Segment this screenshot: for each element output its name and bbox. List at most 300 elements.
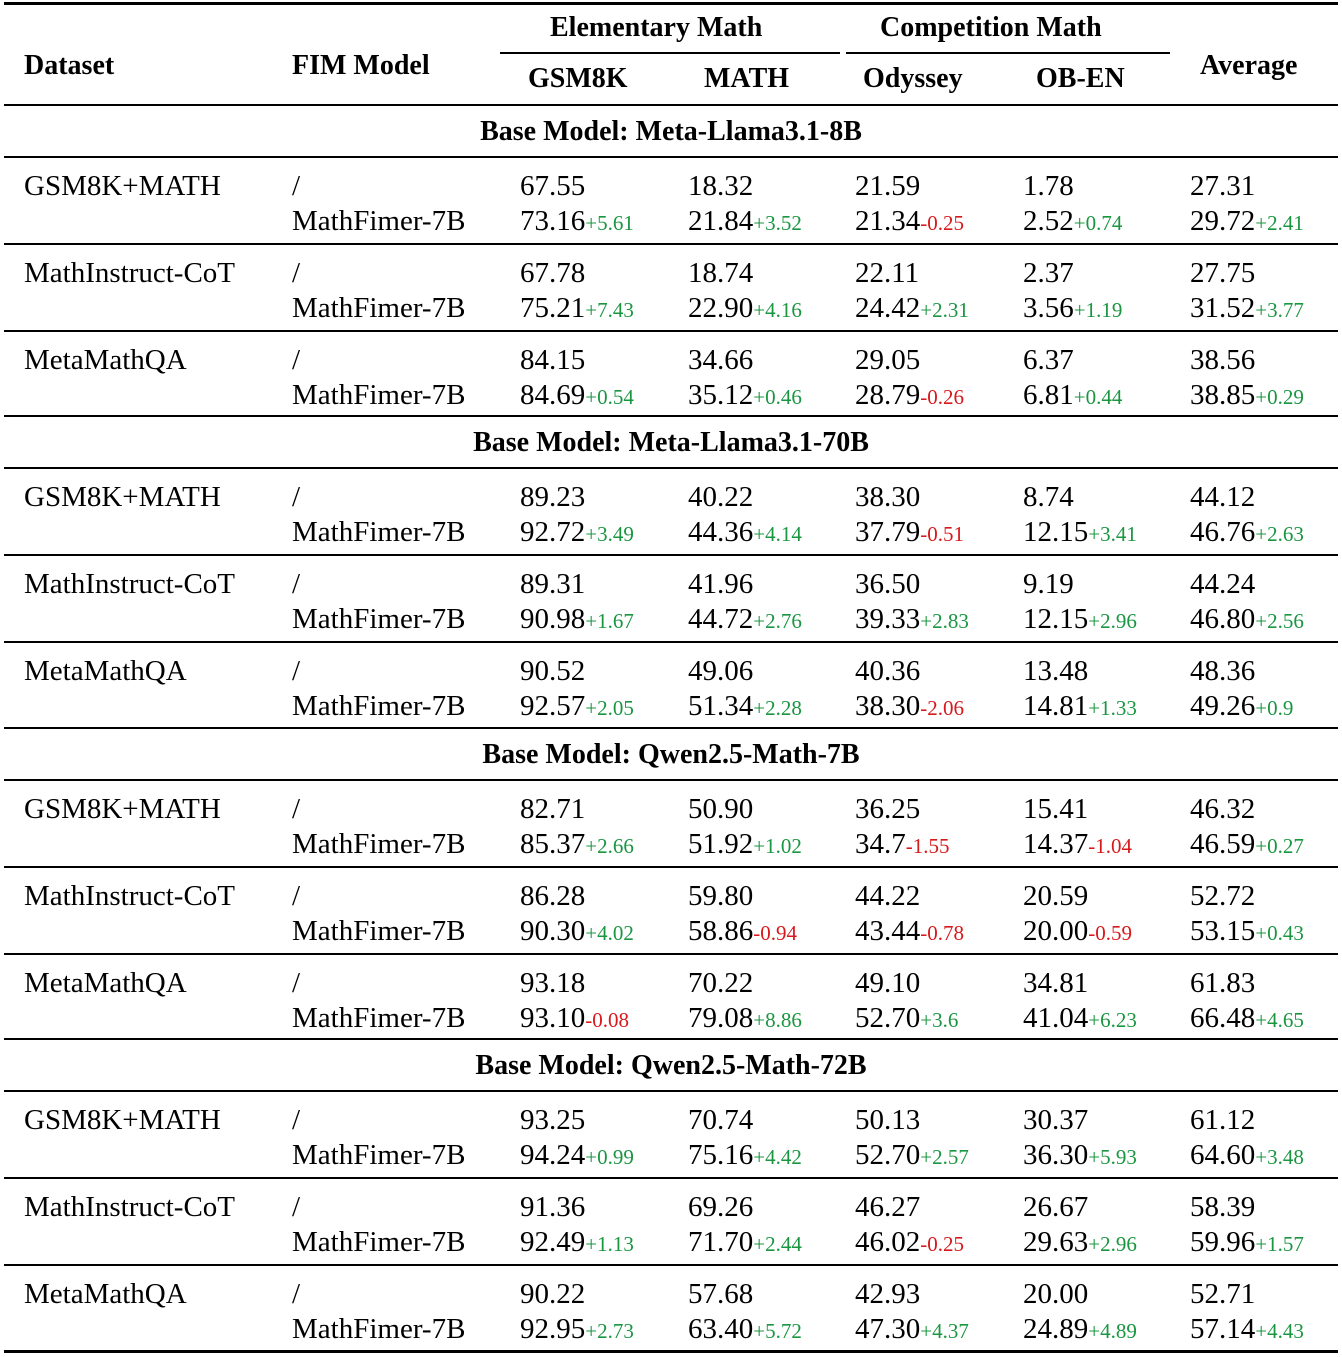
base-score-ob-en: 26.67 <box>1023 1191 1089 1223</box>
base-score-ob-en: 2.37 <box>1023 257 1074 289</box>
base-score-odyssey: 46.27 <box>855 1191 921 1223</box>
competition-cmidrule <box>846 52 1170 54</box>
group-top-rule <box>4 415 1338 417</box>
fim-score-value: 64.60 <box>1190 1139 1256 1171</box>
fim-score-ob-en <box>1023 381 1122 410</box>
fim-score-value: 3.56 <box>1023 292 1074 324</box>
fim-score-gsm8k <box>520 207 634 236</box>
base-score-average: 27.31 <box>1190 170 1256 202</box>
fim-score-value: 46.02 <box>855 1226 921 1258</box>
delta-positive: +3.49 <box>585 522 634 546</box>
fim-score-gsm8k <box>520 1228 634 1257</box>
fim-model-none: / <box>292 793 301 825</box>
base-score-odyssey: 36.25 <box>855 793 921 825</box>
header-group-elementary: Elementary Math <box>550 12 763 43</box>
delta-positive: +3.6 <box>920 1008 959 1032</box>
fim-score-average <box>1190 381 1304 410</box>
delta-positive: +8.86 <box>753 1008 802 1032</box>
group-title: Base Model: Qwen2.5-Math-7B <box>482 739 860 770</box>
fim-model-none: / <box>292 344 301 376</box>
base-score-gsm8k: 89.23 <box>520 481 586 513</box>
fim-score-value: 51.92 <box>688 828 754 860</box>
fim-score-average <box>1190 917 1304 946</box>
fim-score-value: 93.10 <box>520 1002 586 1034</box>
header-math: MATH <box>704 63 790 94</box>
fim-score-value: 6.81 <box>1023 379 1074 411</box>
base-score-gsm8k: 67.78 <box>520 257 586 289</box>
base-score-average: 61.12 <box>1190 1104 1256 1136</box>
fim-score-value: 12.15 <box>1023 603 1089 635</box>
fim-score-ob-en <box>1023 692 1137 721</box>
base-score-average: 44.24 <box>1190 568 1256 600</box>
base-score-odyssey: 36.50 <box>855 568 921 600</box>
fim-score-math <box>688 518 802 547</box>
fim-score-value: 92.72 <box>520 516 586 548</box>
fim-model-name: MathFimer-7B <box>292 603 466 635</box>
delta-positive: +1.02 <box>753 834 802 858</box>
fim-model-name: MathFimer-7B <box>292 1139 466 1171</box>
delta-positive: +7.43 <box>585 298 634 322</box>
delta-positive: +0.9 <box>1255 696 1294 720</box>
dataset-name: MathInstruct-CoT <box>24 257 236 289</box>
fim-score-value: 43.44 <box>855 915 921 947</box>
fim-score-average <box>1190 830 1304 859</box>
fim-score-value: 85.37 <box>520 828 586 860</box>
fim-score-odyssey <box>855 1228 964 1257</box>
row-separator <box>4 330 1338 332</box>
delta-negative: -2.06 <box>920 696 964 720</box>
base-score-gsm8k: 93.25 <box>520 1104 586 1136</box>
fim-model-name: MathFimer-7B <box>292 828 466 860</box>
dataset-name: MetaMathQA <box>24 1278 187 1310</box>
delta-positive: +2.41 <box>1255 211 1304 235</box>
delta-positive: +2.57 <box>920 1145 969 1169</box>
base-score-average: 52.72 <box>1190 880 1256 912</box>
fim-score-value: 34.7 <box>855 828 906 860</box>
fim-score-math <box>688 605 802 634</box>
base-score-odyssey: 38.30 <box>855 481 921 513</box>
base-score-average: 61.83 <box>1190 967 1256 999</box>
header-odyssey: Odyssey <box>863 63 963 94</box>
base-score-average: 44.12 <box>1190 481 1256 513</box>
fim-score-value: 29.63 <box>1023 1226 1089 1258</box>
fim-score-ob-en <box>1023 1004 1137 1033</box>
fim-score-odyssey <box>855 830 950 859</box>
dataset-name: MathInstruct-CoT <box>24 568 236 600</box>
base-score-math: 18.32 <box>688 170 754 202</box>
fim-score-value: 38.85 <box>1190 379 1256 411</box>
row-separator <box>4 641 1338 643</box>
row-separator <box>4 1177 1338 1179</box>
fim-score-math <box>688 294 802 323</box>
fim-score-value: 46.59 <box>1190 828 1256 860</box>
delta-positive: +1.13 <box>585 1232 634 1256</box>
fim-score-ob-en <box>1023 1228 1137 1257</box>
fim-score-value: 21.34 <box>855 205 921 237</box>
base-score-math: 49.06 <box>688 655 754 687</box>
fim-score-value: 39.33 <box>855 603 921 635</box>
fim-score-odyssey <box>855 692 964 721</box>
base-score-ob-en: 9.19 <box>1023 568 1074 600</box>
delta-positive: +2.76 <box>753 609 802 633</box>
fim-score-value: 52.70 <box>855 1002 921 1034</box>
delta-positive: +2.31 <box>920 298 969 322</box>
fim-score-value: 36.30 <box>1023 1139 1089 1171</box>
fim-model-name: MathFimer-7B <box>292 292 466 324</box>
fim-score-odyssey <box>855 1004 958 1033</box>
base-score-gsm8k: 67.55 <box>520 170 586 202</box>
fim-model-name: MathFimer-7B <box>292 915 466 947</box>
delta-positive: +3.41 <box>1088 522 1137 546</box>
fim-score-gsm8k <box>520 605 634 634</box>
base-score-math: 50.90 <box>688 793 754 825</box>
fim-model-none: / <box>292 257 301 289</box>
delta-positive: +0.54 <box>585 385 634 409</box>
fim-score-odyssey <box>855 1315 969 1344</box>
fim-score-gsm8k <box>520 381 634 410</box>
fim-score-value: 51.34 <box>688 690 754 722</box>
fim-score-value: 90.98 <box>520 603 586 635</box>
header-average: Average <box>1200 50 1298 81</box>
base-score-average: 48.36 <box>1190 655 1256 687</box>
fim-model-name: MathFimer-7B <box>292 690 466 722</box>
delta-positive: +4.16 <box>753 298 802 322</box>
fim-score-value: 57.14 <box>1190 1313 1256 1345</box>
group-title-rule <box>4 1090 1338 1092</box>
base-score-odyssey: 44.22 <box>855 880 921 912</box>
delta-negative: -1.55 <box>905 834 950 858</box>
fim-score-odyssey <box>855 207 964 236</box>
delta-negative: -0.51 <box>920 522 964 546</box>
dataset-name: GSM8K+MATH <box>24 481 221 513</box>
fim-score-value: 59.96 <box>1190 1226 1256 1258</box>
delta-positive: +5.93 <box>1088 1145 1137 1169</box>
base-score-ob-en: 8.74 <box>1023 481 1074 513</box>
delta-negative: -0.25 <box>920 211 964 235</box>
fim-score-value: 63.40 <box>688 1313 754 1345</box>
base-score-ob-en: 20.59 <box>1023 880 1089 912</box>
fim-score-value: 75.21 <box>520 292 586 324</box>
fim-score-math <box>688 1228 802 1257</box>
delta-positive: +2.96 <box>1088 1232 1137 1256</box>
fim-score-gsm8k <box>520 830 634 859</box>
base-score-math: 70.74 <box>688 1104 754 1136</box>
delta-positive: +0.46 <box>753 385 802 409</box>
fim-score-value: 73.16 <box>520 205 586 237</box>
fim-score-ob-en <box>1023 518 1137 547</box>
fim-score-ob-en <box>1023 605 1137 634</box>
fim-score-average <box>1190 605 1304 634</box>
fim-score-value: 14.37 <box>1023 828 1089 860</box>
delta-positive: +4.37 <box>920 1319 969 1343</box>
header-gsm8k: GSM8K <box>528 63 628 94</box>
fim-score-value: 28.79 <box>855 379 921 411</box>
fim-score-math <box>688 1141 802 1170</box>
fim-model-none: / <box>292 655 301 687</box>
fim-score-value: 38.30 <box>855 690 921 722</box>
fim-score-math <box>688 1315 802 1344</box>
row-separator <box>4 1264 1338 1266</box>
base-score-ob-en: 15.41 <box>1023 793 1089 825</box>
fim-score-odyssey <box>855 381 964 410</box>
base-score-odyssey: 21.59 <box>855 170 921 202</box>
header-ob-en: OB-EN <box>1036 63 1125 94</box>
elementary-cmidrule <box>500 52 840 54</box>
base-score-gsm8k: 93.18 <box>520 967 586 999</box>
fim-score-ob-en <box>1023 917 1132 946</box>
row-separator <box>4 953 1338 955</box>
base-score-average: 52.71 <box>1190 1278 1256 1310</box>
base-score-gsm8k: 91.36 <box>520 1191 586 1223</box>
fim-score-value: 35.12 <box>688 379 754 411</box>
fim-score-value: 46.76 <box>1190 516 1256 548</box>
delta-positive: +2.66 <box>585 834 634 858</box>
fim-score-value: 92.57 <box>520 690 586 722</box>
group-top-rule <box>4 104 1338 106</box>
fim-score-average <box>1190 1004 1304 1033</box>
fim-score-value: 92.49 <box>520 1226 586 1258</box>
delta-positive: +0.29 <box>1255 385 1304 409</box>
fim-score-math <box>688 917 797 946</box>
fim-score-value: 44.36 <box>688 516 754 548</box>
base-score-odyssey: 49.10 <box>855 967 921 999</box>
fim-score-average <box>1190 692 1293 721</box>
base-score-math: 18.74 <box>688 257 754 289</box>
base-score-gsm8k: 86.28 <box>520 880 586 912</box>
fim-model-none: / <box>292 1104 301 1136</box>
delta-positive: +2.44 <box>753 1232 802 1256</box>
fim-score-value: 75.16 <box>688 1139 754 1171</box>
delta-positive: +1.33 <box>1088 696 1137 720</box>
fim-model-none: / <box>292 481 301 513</box>
delta-positive: +3.48 <box>1255 1145 1304 1169</box>
fim-score-average <box>1190 1315 1304 1344</box>
fim-model-name: MathFimer-7B <box>292 516 466 548</box>
fim-score-value: 49.26 <box>1190 690 1256 722</box>
fim-score-value: 52.70 <box>855 1139 921 1171</box>
fim-score-value: 31.52 <box>1190 292 1256 324</box>
delta-positive: +2.05 <box>585 696 634 720</box>
fim-model-none: / <box>292 1191 301 1223</box>
delta-positive: +0.74 <box>1073 211 1123 235</box>
delta-positive: +4.65 <box>1255 1008 1304 1032</box>
fim-score-math <box>688 692 802 721</box>
fim-score-ob-en <box>1023 1141 1137 1170</box>
delta-negative: -0.78 <box>920 921 964 945</box>
fim-score-gsm8k <box>520 294 634 323</box>
fim-score-value: 41.04 <box>1023 1002 1089 1034</box>
delta-positive: +3.52 <box>753 211 802 235</box>
fim-score-ob-en <box>1023 294 1122 323</box>
delta-positive: +1.67 <box>585 609 634 633</box>
base-score-gsm8k: 90.52 <box>520 655 586 687</box>
fim-model-name: MathFimer-7B <box>292 1313 466 1345</box>
base-score-math: 59.80 <box>688 880 754 912</box>
delta-positive: +6.23 <box>1088 1008 1137 1032</box>
delta-positive: +0.43 <box>1255 921 1304 945</box>
dataset-name: GSM8K+MATH <box>24 793 221 825</box>
delta-positive: +5.72 <box>753 1319 802 1343</box>
fim-score-math <box>688 207 802 236</box>
delta-negative: -1.04 <box>1088 834 1132 858</box>
base-score-ob-en: 13.48 <box>1023 655 1089 687</box>
group-top-rule <box>4 1038 1338 1040</box>
delta-positive: +4.02 <box>585 921 634 945</box>
base-score-gsm8k: 89.31 <box>520 568 586 600</box>
delta-positive: +0.44 <box>1073 385 1123 409</box>
group-title-rule <box>4 779 1338 781</box>
header-group-competition: Competition Math <box>880 12 1102 43</box>
fim-score-value: 47.30 <box>855 1313 921 1345</box>
fim-score-value: 14.81 <box>1023 690 1089 722</box>
fim-score-average <box>1190 294 1304 323</box>
fim-score-math <box>688 381 802 410</box>
group-title: Base Model: Meta-Llama3.1-8B <box>480 116 862 147</box>
bottom-rule <box>4 1350 1338 1353</box>
fim-score-value: 21.84 <box>688 205 754 237</box>
base-score-math: 40.22 <box>688 481 754 513</box>
fim-score-value: 20.00 <box>1023 915 1089 947</box>
fim-score-gsm8k <box>520 1141 634 1170</box>
fim-score-ob-en <box>1023 830 1132 859</box>
base-score-odyssey: 50.13 <box>855 1104 921 1136</box>
fim-score-math <box>688 830 802 859</box>
fim-model-none: / <box>292 967 301 999</box>
fim-score-value: 24.42 <box>855 292 921 324</box>
fim-score-value: 84.69 <box>520 379 586 411</box>
delta-positive: +2.28 <box>753 696 802 720</box>
delta-positive: +1.57 <box>1255 1232 1304 1256</box>
base-score-math: 70.22 <box>688 967 754 999</box>
base-score-average: 58.39 <box>1190 1191 1256 1223</box>
delta-positive: +0.27 <box>1255 834 1304 858</box>
fim-score-odyssey <box>855 917 964 946</box>
group-top-rule <box>4 727 1338 729</box>
delta-positive: +2.56 <box>1255 609 1304 633</box>
group-title-rule <box>4 467 1338 469</box>
base-score-ob-en: 30.37 <box>1023 1104 1089 1136</box>
base-score-odyssey: 29.05 <box>855 344 921 376</box>
fim-score-value: 53.15 <box>1190 915 1256 947</box>
dataset-name: MetaMathQA <box>24 655 187 687</box>
fim-score-value: 92.95 <box>520 1313 586 1345</box>
base-score-ob-en: 6.37 <box>1023 344 1074 376</box>
fim-score-value: 58.86 <box>688 915 754 947</box>
fim-score-value: 46.80 <box>1190 603 1256 635</box>
fim-score-value: 94.24 <box>520 1139 586 1171</box>
dataset-name: MathInstruct-CoT <box>24 1191 236 1223</box>
delta-negative: -0.25 <box>920 1232 964 1256</box>
fim-score-average <box>1190 207 1304 236</box>
base-score-odyssey: 22.11 <box>855 257 920 289</box>
delta-positive: +5.61 <box>585 211 634 235</box>
base-score-math: 57.68 <box>688 1278 754 1310</box>
base-score-ob-en: 1.78 <box>1023 170 1074 202</box>
row-separator <box>4 554 1338 556</box>
delta-positive: +4.43 <box>1255 1319 1304 1343</box>
header-fim-model: FIM Model <box>292 50 430 81</box>
fim-score-value: 12.15 <box>1023 516 1089 548</box>
fim-score-value: 24.89 <box>1023 1313 1089 1345</box>
fim-score-gsm8k <box>520 518 634 547</box>
fim-score-value: 66.48 <box>1190 1002 1256 1034</box>
row-separator <box>4 866 1338 868</box>
base-score-average: 27.75 <box>1190 257 1256 289</box>
base-score-gsm8k: 90.22 <box>520 1278 586 1310</box>
delta-positive: +1.19 <box>1073 298 1123 322</box>
base-score-odyssey: 40.36 <box>855 655 921 687</box>
fim-score-ob-en <box>1023 1315 1137 1344</box>
fim-score-value: 71.70 <box>688 1226 754 1258</box>
fim-score-odyssey <box>855 1141 969 1170</box>
delta-negative: -0.08 <box>585 1008 629 1032</box>
base-score-ob-en: 34.81 <box>1023 967 1089 999</box>
delta-positive: +0.99 <box>585 1145 634 1169</box>
fim-score-value: 44.72 <box>688 603 754 635</box>
fim-model-name: MathFimer-7B <box>292 379 466 411</box>
delta-negative: -0.26 <box>920 385 964 409</box>
dataset-name: MathInstruct-CoT <box>24 880 236 912</box>
fim-score-value: 79.08 <box>688 1002 754 1034</box>
dataset-name: GSM8K+MATH <box>24 170 221 202</box>
base-score-average: 38.56 <box>1190 344 1256 376</box>
fim-model-none: / <box>292 1278 301 1310</box>
row-separator <box>4 243 1338 245</box>
fim-model-name: MathFimer-7B <box>292 1002 466 1034</box>
delta-positive: +2.63 <box>1255 522 1304 546</box>
dataset-name: MetaMathQA <box>24 344 187 376</box>
delta-positive: +2.73 <box>585 1319 634 1343</box>
base-score-gsm8k: 82.71 <box>520 793 586 825</box>
group-title: Base Model: Qwen2.5-Math-72B <box>475 1050 867 1081</box>
fim-model-name: MathFimer-7B <box>292 205 466 237</box>
fim-score-gsm8k <box>520 1004 629 1033</box>
fim-score-gsm8k <box>520 692 634 721</box>
fim-score-average <box>1190 518 1304 547</box>
delta-positive: +4.14 <box>753 522 802 546</box>
delta-positive: +2.83 <box>920 609 969 633</box>
fim-score-value: 22.90 <box>688 292 754 324</box>
base-score-math: 69.26 <box>688 1191 754 1223</box>
delta-negative: -0.59 <box>1088 921 1132 945</box>
delta-positive: +4.89 <box>1088 1319 1137 1343</box>
group-title-rule <box>4 156 1338 158</box>
dataset-name: GSM8K+MATH <box>24 1104 221 1136</box>
delta-negative: -0.94 <box>753 921 797 945</box>
base-score-math: 34.66 <box>688 344 754 376</box>
fim-score-average <box>1190 1228 1304 1257</box>
base-score-ob-en: 20.00 <box>1023 1278 1089 1310</box>
dataset-name: MetaMathQA <box>24 967 187 999</box>
base-score-odyssey: 42.93 <box>855 1278 921 1310</box>
delta-positive: +3.77 <box>1255 298 1304 322</box>
fim-score-value: 90.30 <box>520 915 586 947</box>
base-score-average: 46.32 <box>1190 793 1256 825</box>
fim-score-value: 29.72 <box>1190 205 1256 237</box>
fim-score-gsm8k <box>520 1315 634 1344</box>
base-score-math: 41.96 <box>688 568 754 600</box>
fim-model-none: / <box>292 880 301 912</box>
group-title: Base Model: Meta-Llama3.1-70B <box>473 427 869 458</box>
fim-score-gsm8k <box>520 917 634 946</box>
fim-model-name: MathFimer-7B <box>292 1226 466 1258</box>
fim-score-ob-en <box>1023 207 1122 236</box>
fim-score-average <box>1190 1141 1304 1170</box>
base-score-gsm8k: 84.15 <box>520 344 586 376</box>
fim-score-math <box>688 1004 802 1033</box>
top-rule <box>4 2 1338 5</box>
fim-score-value: 37.79 <box>855 516 921 548</box>
